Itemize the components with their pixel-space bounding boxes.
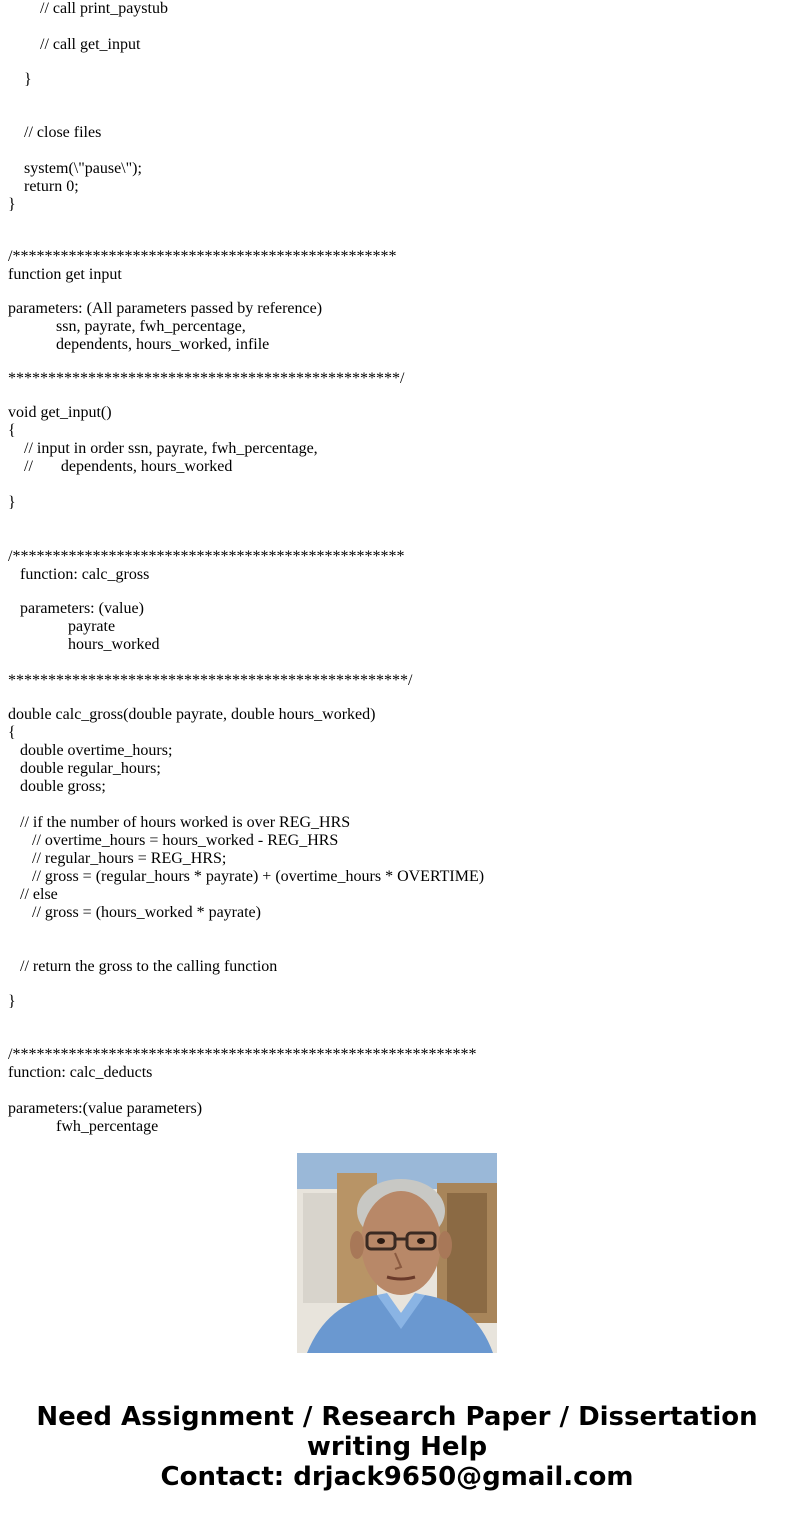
- code-line: parameters: (All parameters passed by reference): [8, 300, 323, 317]
- code-line: fwh_percentage: [8, 1118, 159, 1135]
- code-line: }: [8, 494, 16, 511]
- code-line: void get_input(): [8, 404, 112, 421]
- footer-line-2: writing Help: [306, 1432, 488, 1462]
- code-line: // if the number of hours worked is over REG_HRS: [8, 814, 351, 831]
- code-line: /************************************************: [8, 248, 397, 265]
- code-line: parameters: (value): [8, 600, 144, 617]
- code-line: // call get_input: [8, 36, 141, 53]
- code-line: dependents, hours_worked, infile: [8, 336, 270, 353]
- code-line: // return the gross to the calling function: [8, 958, 278, 975]
- code-line: function get input: [8, 266, 122, 283]
- code-line: ssn, payrate, fwh_percentage,: [8, 318, 246, 335]
- contact-banner: [0, 1402, 794, 1492]
- code-line: }: [8, 993, 16, 1010]
- code-line: /*************************************************: [8, 548, 405, 565]
- code-line: // call print_paystub: [8, 0, 168, 17]
- code-line: // gross = (regular_hours * payrate) + (overtime_hours * OVERTIME): [8, 868, 485, 885]
- code-line: *************************************************/: [8, 370, 405, 387]
- code-line: {: [8, 422, 16, 439]
- code-line: function: calc_deducts: [8, 1064, 153, 1081]
- code-line: hours_worked: [8, 636, 160, 653]
- code-line: double regular_hours;: [8, 760, 161, 777]
- code-line: payrate: [8, 618, 116, 635]
- code-line: double gross;: [8, 778, 106, 795]
- code-line: }: [8, 196, 16, 213]
- presenter-avatar: [297, 1153, 497, 1353]
- code-line: // regular_hours = REG_HRS;: [8, 850, 227, 867]
- code-line: system(\"pause\");: [8, 160, 142, 177]
- code-line: // dependents, hours_worked: [8, 458, 233, 475]
- footer-line-1: Need Assignment / Research Paper / Dissertation: [36, 1402, 758, 1432]
- footer-line-3: Contact: drjack9650@gmail.com: [160, 1462, 634, 1492]
- code-line: // input in order ssn, payrate, fwh_percentage,: [8, 440, 318, 457]
- code-line: }: [8, 71, 32, 88]
- code-line: // close files: [8, 124, 102, 141]
- code-line: parameters:(value parameters): [8, 1100, 203, 1117]
- code-line: // overtime_hours = hours_worked - REG_HRS: [8, 832, 339, 849]
- code-line: double calc_gross(double payrate, double hours_worked): [8, 706, 376, 723]
- code-line: {: [8, 724, 16, 741]
- code-line: return 0;: [8, 178, 79, 195]
- code-line: // else: [8, 886, 58, 903]
- code-line: // gross = (hours_worked * payrate): [8, 904, 261, 921]
- code-line: **************************************************/: [8, 672, 413, 689]
- code-line: double overtime_hours;: [8, 742, 173, 759]
- code-line: function: calc_gross: [8, 566, 150, 583]
- code-line: /**********************************************************: [8, 1046, 477, 1063]
